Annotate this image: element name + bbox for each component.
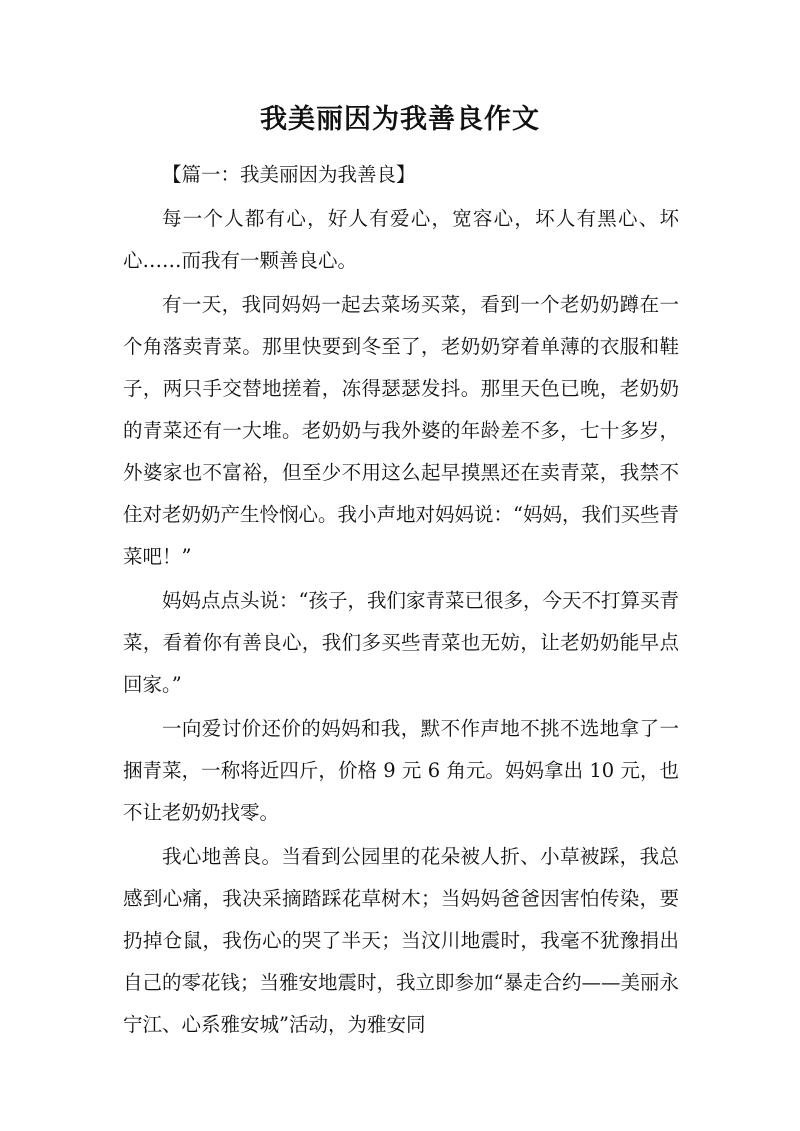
section-heading: 【篇一：我美丽因为我善良】 xyxy=(162,163,416,186)
paragraph-3: 妈妈点点头说：“孩子，我们家青菜已很多，今天不打算买青菜，看着你有善良心，我们多买些青菜也无妨，让老奶奶能早点回家。” xyxy=(123,589,679,696)
paragraph-1: 每一个人都有心，好人有爱心，宽容心，坏人有黑心、坏心……而我有一颗善良心。 xyxy=(123,207,679,272)
paragraph-5: 我心地善良。当看到公园里的花朵被人折、小草被踩，我总感到心痛，我决采摘踏踩花草树木；当妈妈爸爸因害怕传染，要扔掉仓鼠，我伤心的哭了半天；当汶川地震时，我毫不犹豫捐出自己的零花钱；当雅安地震时，我立即参加“暴走合约——美丽永宁江、心系雅安城”活动，为雅安同 xyxy=(123,845,679,1036)
paragraph-2: 有一天，我同妈妈一起去菜场买菜，看到一个老奶奶蹲在一个角落卖青菜。那里快要到冬至了，老奶奶穿着单薄的衣服和鞋子，两只手交替地搓着，冻得瑟瑟发抖。那里天色已晚，老奶奶的青菜还有一大堆。老奶奶与我外婆的年龄差不多，七十多岁，外婆家也不富裕，但至少不用这么起早摸黑还在卖青菜，我禁不住对老奶奶产生怜悯心。我小声地对妈妈说：“妈妈，我们买些青菜吧！” xyxy=(123,293,679,568)
document-title: 我美丽因为我善良作文 xyxy=(260,104,540,135)
paragraph-4: 一向爱讨价还价的妈妈和我，默不作声地不挑不选地拿了一捆青菜，一称将近四斤，价格 9 元 6 角元。妈妈拿出 10 元，也不让老奶奶找零。 xyxy=(123,717,679,824)
document-body xyxy=(123,154,679,1048)
